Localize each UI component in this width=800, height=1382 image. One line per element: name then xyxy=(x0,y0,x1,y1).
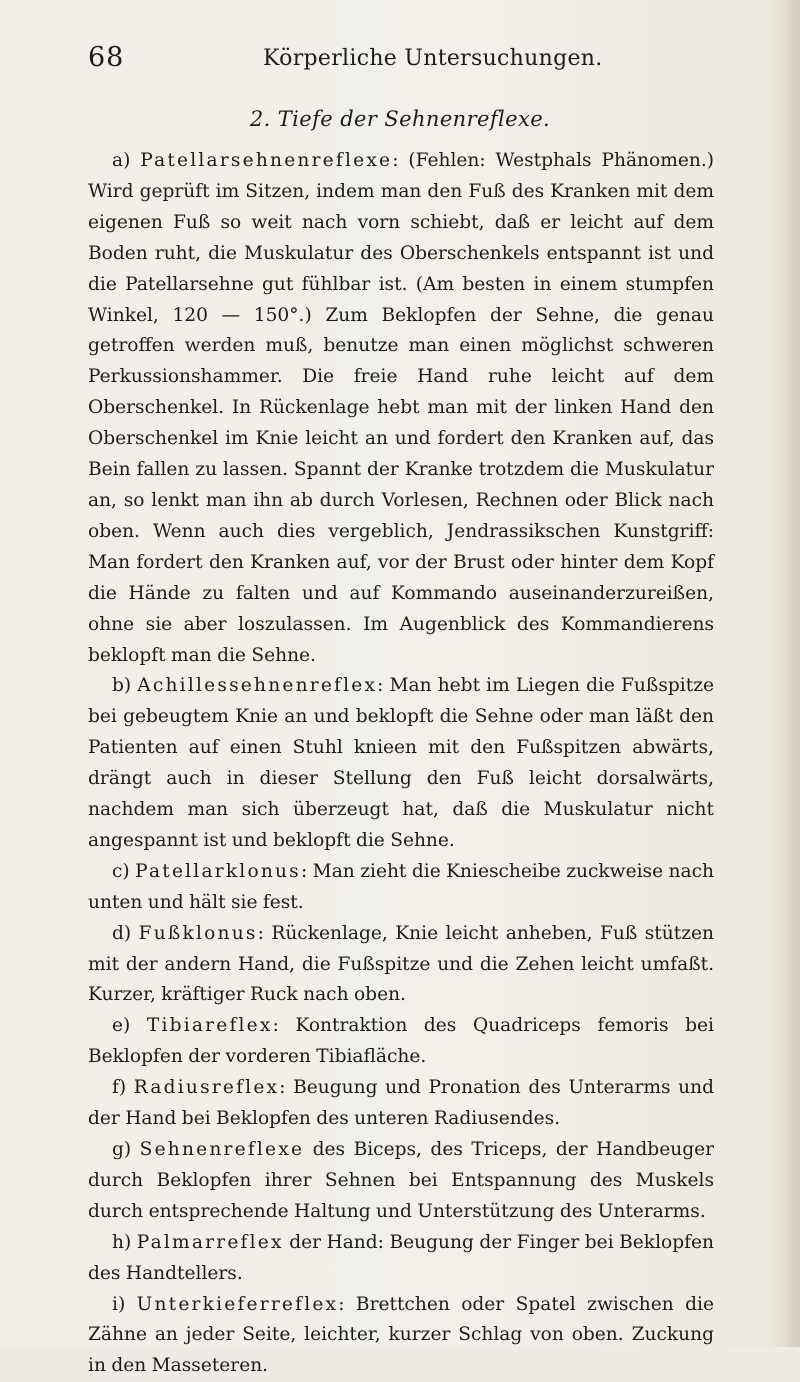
paragraph-label: a) xyxy=(112,150,131,171)
paragraph-label: d) xyxy=(112,922,132,944)
running-title: Körperliche Untersuchungen. xyxy=(263,46,603,71)
reflex-term: Unterkieferreflex xyxy=(136,1293,339,1315)
paragraph-text: : (Fehlen: Westphals Phänomen.) Wird geprüft im Sitzen, indem man den Fuß des Kranken mit dem eigenen Fuß so weit nach vorn schiebt, daß er leicht auf dem Boden ruht, die Muskulatur des Oberschenkels entspannt ist und die Patellarsehne gut fühlbar ist. (Am besten in einem stumpfen Winkel, 120 — 150°.) Zum Beklopfen der Sehne, die genau getroffen werden muß, benutze man einen möglichst schweren Perkussionshammer. Die freie Hand ruhe leicht auf dem Oberschenkel. In Rückenlage hebt man mit der linken Hand den Oberschenkel im Knie leicht an und fordert den Kranken auf, das Bein fallen zu lassen. Spannt der Kranke trotzdem die Muskulatur an, so lenkt man ihn ab durch Vorlesen, Rechnen oder Blick nach oben. Wenn auch dies vergeblich, Jendrassikschen Kunstgriff: Man fordert den Kranken auf, vor der Brust oder hinter dem Kopf die Hände zu falten und auf Kommando auseinanderzureißen, ohne sie aber loszulassen. Im Augenblick des Kommandierens beklopft man die Sehne. xyxy=(88,150,714,666)
paragraph-achillessehnenreflex xyxy=(88,671,714,856)
paragraph-label: g) xyxy=(112,1139,132,1160)
paragraph-text: des Biceps, des Triceps, der Handbeuger durch Beklopfen ihrer Sehnen bei Entspannung des Muskels durch entsprechende Haltung und Unterstützung des Unterarms. xyxy=(88,1139,714,1222)
paragraph-palmarreflex xyxy=(88,1228,714,1290)
reflex-term: Palmarreflex xyxy=(136,1231,284,1253)
page-number: 68 xyxy=(88,42,125,73)
paragraph-text: : Kontraktion des Quadriceps femoris bei Beklopfen der vorderen Tibiafläche. xyxy=(88,1015,714,1068)
paragraph-label: c) xyxy=(112,860,130,882)
paragraph-text: : Brettchen oder Spatel zwischen die Zähne an jeder Seite, leichter, kurzer Schlag von oben. Zuckung in den Masseteren. xyxy=(88,1293,714,1377)
paragraph-label: e) xyxy=(112,1015,131,1037)
page-header xyxy=(88,42,700,82)
reflex-term: Radiusreflex xyxy=(133,1077,280,1099)
reflex-term: Fußklonus xyxy=(138,922,258,944)
reflex-term: Patellarsehnenreflexe xyxy=(140,150,393,171)
paragraph-label: f) xyxy=(112,1077,127,1099)
section-title: 2. Tiefe der Sehnenreflexe. xyxy=(249,107,551,131)
paragraph-label: b) xyxy=(112,675,132,697)
paragraph-text: : Beugung und Pronation des Unterarms und der Hand bei Beklopfen des unteren Radiusendes. xyxy=(88,1077,714,1130)
body-text xyxy=(88,146,714,1382)
paragraph-text: : Rückenlage, Knie leicht anheben, Fuß stützen mit der andern Hand, die Fußspitze und die Zehen leicht umfaßt. Kurzer, kräftiger Ruck nach oben. xyxy=(88,922,714,1006)
paragraph-patellarklonus xyxy=(88,857,714,919)
paragraph-sehnenreflexe xyxy=(88,1135,714,1228)
paragraph-label: i) xyxy=(112,1293,126,1315)
paragraph-text: : Man zieht die Kniescheibe zuckweise nach unten und hält sie fest. xyxy=(88,860,714,913)
paragraph-patellarsehnenreflexe xyxy=(88,146,714,671)
reflex-term: Tibiareflex xyxy=(146,1015,273,1037)
paragraph-tibiareflex xyxy=(88,1011,714,1073)
reflex-term: Achillessehnenreflex xyxy=(137,675,378,697)
paragraph-text: : Man hebt im Liegen die Fußspitze bei gebeugtem Knie an und beklopft die Sehne oder man läßt den Patienten auf einen Stuhl knieen mit den Fußspitzen abwärts, drängt auch in dieser Stellung den Fuß leicht dorsalwärts, nachdem man sich überzeugt hat, daß die Muskulatur nicht angespannt ist und beklopft die Sehne. xyxy=(88,675,714,851)
paragraph-fussklonus xyxy=(88,919,714,1012)
paragraph-label: h) xyxy=(112,1231,132,1253)
paragraph-radiusreflex xyxy=(88,1073,714,1135)
paragraph-text: der Hand: Beugung der Finger bei Beklopfen des Handtellers. xyxy=(88,1231,714,1284)
page-edge-shadow xyxy=(782,0,800,1347)
reflex-term: Patellarklonus xyxy=(135,860,301,882)
reflex-term: Sehnenreflexe xyxy=(139,1139,305,1160)
paragraph-unterkieferreflex xyxy=(88,1290,714,1382)
